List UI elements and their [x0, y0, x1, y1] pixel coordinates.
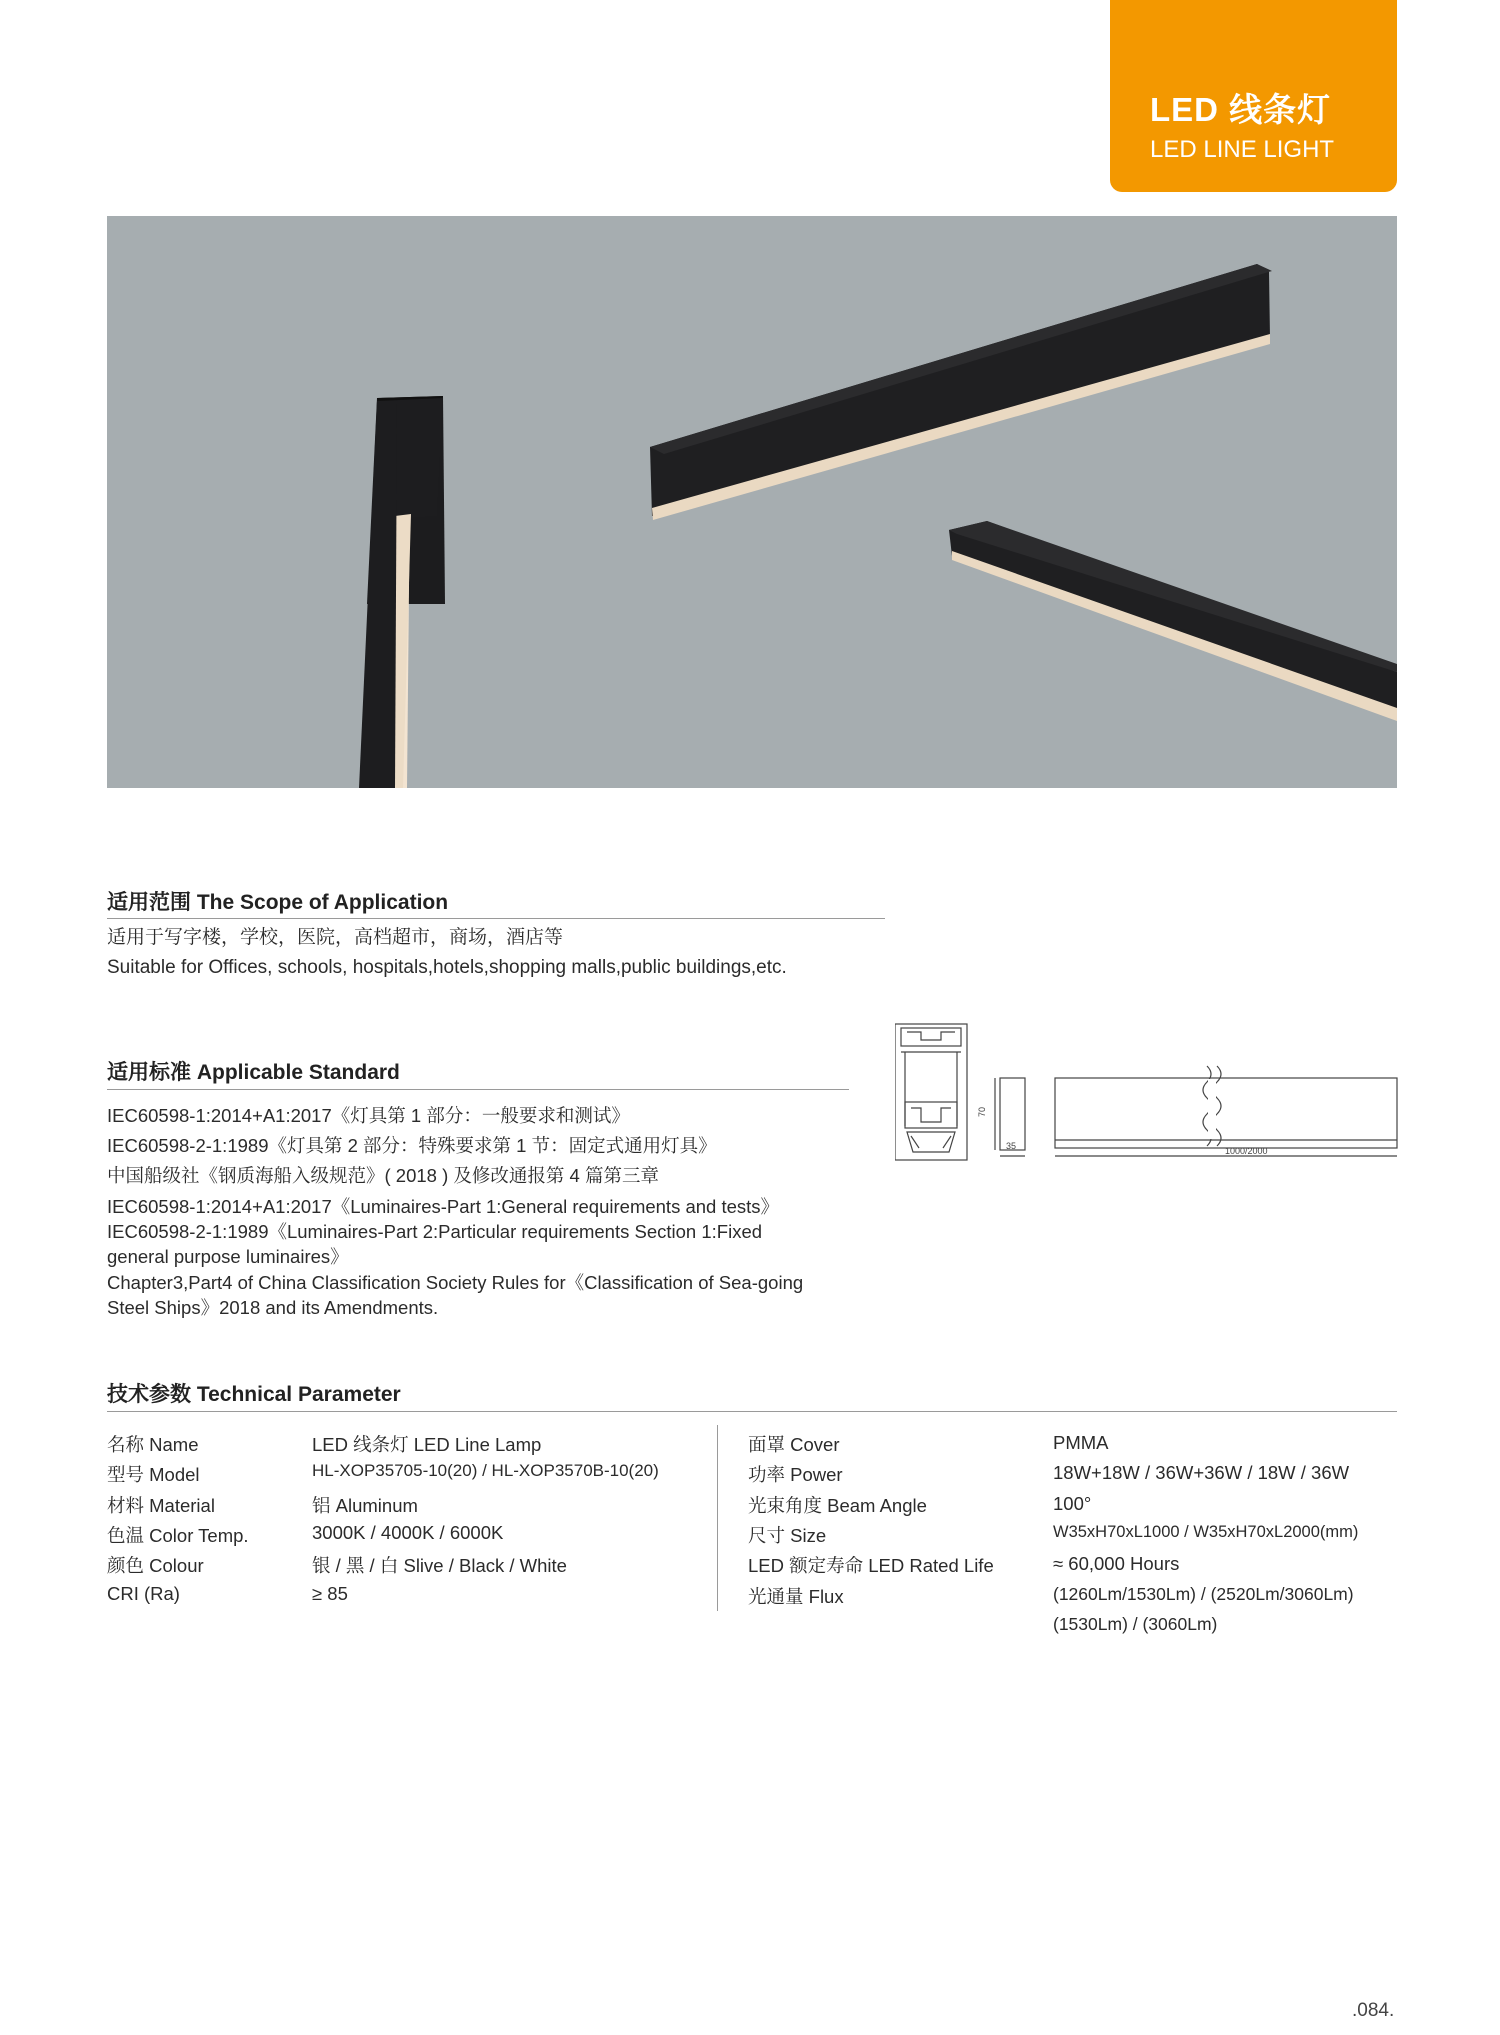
- length-dimension-label: 1000/2000: [1225, 1146, 1268, 1156]
- standard-line: IEC60598-2-1:1989《灯具第 2 部分：特殊要求第 1 节：固定式通用灯具》: [107, 1135, 717, 1156]
- scope-text-cn: 适用于写字楼，学校，医院，高档超市，商场，酒店等: [107, 927, 564, 948]
- standard-line: IEC60598-1:2014+A1:2017《灯具第 1 部分：一般要求和测试》: [107, 1105, 630, 1126]
- param-label: 颜色 Colour: [107, 1555, 204, 1576]
- page-number: .084.: [1352, 2000, 1395, 2021]
- standard-line: general purpose luminaires》: [107, 1246, 349, 1267]
- scope-divider: [107, 918, 885, 919]
- param-value: 铝 Aluminum: [312, 1495, 418, 1516]
- param-label: LED 额定寿命 LED Rated Life: [748, 1555, 994, 1576]
- param-label: 材料 Material: [107, 1495, 215, 1516]
- param-value: LED 线条灯 LED Line Lamp: [312, 1434, 542, 1455]
- standard-line: IEC60598-1:2014+A1:2017《Luminaires-Part 1:General requirements and tests》: [107, 1196, 780, 1217]
- standard-line: Chapter3,Part4 of China Classification Society Rules for《Classification of Sea-going: [107, 1272, 804, 1293]
- param-label: 名称 Name: [107, 1434, 199, 1455]
- title-badge: [1110, 0, 1397, 192]
- param-label: CRI (Ra): [107, 1583, 180, 1604]
- standard-line: IEC60598-2-1:1989《Luminaires-Part 2:Particular requirements Section 1:Fixed: [107, 1221, 763, 1242]
- param-value: 3000K / 4000K / 6000K: [312, 1522, 504, 1543]
- param-label: 色温 Color Temp.: [107, 1525, 249, 1546]
- height-dimension-label: 70: [977, 1106, 987, 1117]
- technical-divider: [107, 1411, 1397, 1412]
- badge-title-en: LED LINE LIGHT: [1150, 136, 1335, 163]
- column-divider: [717, 1425, 718, 1611]
- technical-title: 技术参数 Technical Parameter: [107, 1383, 401, 1406]
- standard-line: Steel Ships》2018 and its Amendments.: [107, 1297, 439, 1318]
- param-value: PMMA: [1053, 1432, 1109, 1453]
- param-label: 功率 Power: [748, 1464, 843, 1485]
- scope-text-en: Suitable for Offices, schools, hospitals,hotels,shopping malls,public buildings,etc.: [107, 957, 787, 978]
- badge-title-cn: LED 线条灯: [1150, 91, 1332, 128]
- param-label: 光通量 Flux: [748, 1586, 844, 1607]
- param-value: ≥ 85: [312, 1583, 348, 1604]
- param-label: 型号 Model: [107, 1464, 200, 1485]
- param-value: W35xH70xL1000 / W35xH70xL2000(mm): [1053, 1523, 1359, 1541]
- param-label: 面罩 Cover: [748, 1434, 840, 1455]
- param-label: 光束角度 Beam Angle: [748, 1495, 927, 1516]
- param-value: 18W+18W / 36W+36W / 18W / 36W: [1053, 1462, 1350, 1483]
- param-value: (1260Lm/1530Lm) / (2520Lm/3060Lm): [1053, 1584, 1354, 1604]
- width-dimension-label: 35: [1006, 1141, 1017, 1151]
- technical-drawing: [895, 1022, 1400, 1172]
- standard-divider: [107, 1089, 849, 1090]
- param-value: 银 / 黑 / 白 Slive / Black / White: [312, 1555, 567, 1576]
- standard-line: 中国船级社《钢质海船入级规范》( 2018 ) 及修改通报第 4 篇第三章: [107, 1165, 659, 1186]
- product-photo: [107, 216, 1397, 788]
- param-value: (1530Lm) / (3060Lm): [1053, 1614, 1218, 1634]
- param-value: ≈ 60,000 Hours: [1053, 1553, 1180, 1574]
- param-value: HL-XOP35705-10(20) / HL-XOP3570B-10(20): [312, 1461, 659, 1480]
- param-value: 100°: [1053, 1493, 1092, 1514]
- led-line-lights-illustration: [107, 216, 1397, 788]
- param-label: 尺寸 Size: [748, 1525, 827, 1546]
- scope-title: 适用范围 The Scope of Application: [107, 891, 449, 914]
- standard-title: 适用标准 Applicable Standard: [107, 1061, 400, 1084]
